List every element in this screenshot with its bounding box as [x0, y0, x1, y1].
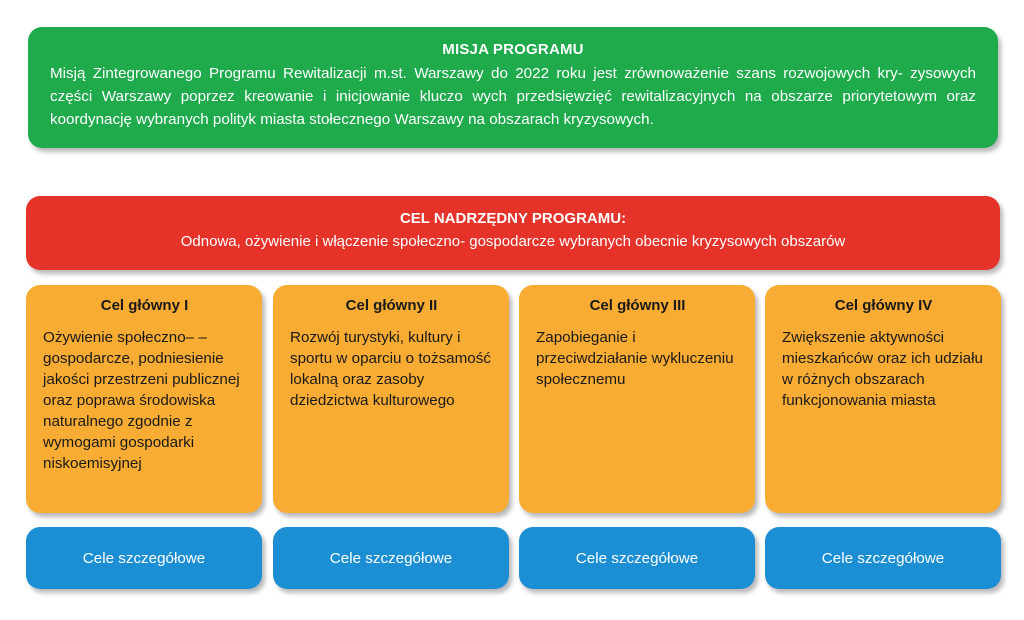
details-box-4: Cele szczegółowe: [765, 527, 1001, 589]
goal-card-text: Zwiększenie aktywności mieszkańców oraz ich udziału w różnych obszarach funkcjonowania miasta: [782, 329, 983, 409]
main-goal-title: CEL NADRZĘDNY PROGRAMU:: [399, 210, 627, 227]
goal-card-2: [273, 285, 509, 513]
mission-title: MISJA PROGRAMU: [442, 41, 584, 58]
goal-card-text: Rozwój turystyki, kultury i sportu w oparciu o tożsamość lokalną oraz zasoby dziedzictwa kulturowego: [290, 329, 491, 409]
goal-card-text: Ożywienie społeczno– –gospodarcze, podniesienie jakości przestrzeni publicznej oraz poprawa środowiska naturalnego zgodnie z wymogami gospodarki niskoemisyjnej: [43, 329, 240, 472]
main-goal-text: Odnowa, ożywienie i włączenie społeczno- gospodarcze wybranych obecnie kryzysowych obszarów: [180, 233, 846, 250]
goal-card-4: [765, 285, 1001, 513]
details-box-2: Cele szczegółowe: [273, 527, 509, 589]
goal-card-text: Zapobieganie i przeciwdziałanie wykluczeniu społecznemu: [536, 329, 734, 388]
goal-card-3: [519, 285, 755, 513]
mission-box: [28, 27, 998, 148]
goal-card-title: Cel główny II: [345, 297, 438, 314]
goal-card-title: Cel główny III: [589, 297, 686, 314]
details-box-1: Cele szczegółowe: [26, 527, 262, 589]
goal-card-1: [26, 285, 262, 513]
goal-card-title: Cel główny I: [100, 297, 189, 314]
goal-card-title: Cel główny IV: [834, 297, 933, 314]
main-goal-box: [26, 196, 1000, 270]
details-box-3: Cele szczegółowe: [519, 527, 755, 589]
mission-text: Misją Zintegrowanego Programu Rewitalizacji m.st. Warszawy do 2022 roku jest zrównoważenie szans rozwojowych kry- zysowych części Warszawy poprzez kreowanie i inicjowanie kluczo wych przedsięwzięć rewitalizacyjnych na obszarze priorytetowym oraz koordynację wybranych polityk miasta stołecznego Warszawy na obszarach kryzysowych.: [50, 65, 976, 128]
